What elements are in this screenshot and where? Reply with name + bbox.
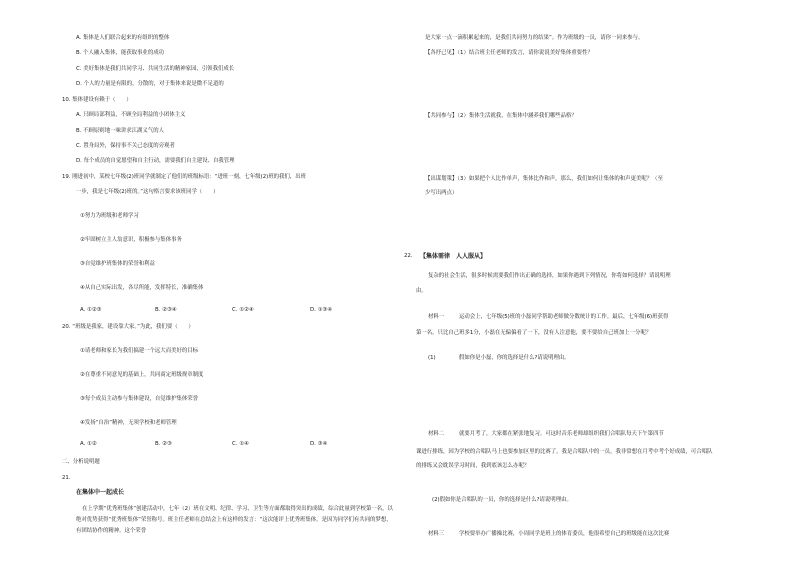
q20-choice-c: C. ①④ — [232, 441, 249, 447]
q19-stem-line2: 一步，我是七年级(2)班的。”这句格言要求该班同学（ ） — [76, 189, 219, 195]
material-2-line2: 课进行排练，因为学校的合唱队马上也要参加区里的比赛了。我是合唱队中的一员，我非常想在月考中考个好成绩，可合唱队的排练又会耽误学习时间，我到底该怎么办呢？ — [416, 449, 713, 469]
q21-paragraph: 在上学期“优秀班集体”创建活动中，七年（2）班在文明、纪律、学习、卫生等方面都取得突出的成绩，综合此量到学校第一名，以绝对优势获得“优秀班集体”荣誉称号。班主任老师在总结会上有这样的发言：“这次能评上优秀班集体，是因为同学们有共同的梦想，有团结协作的精神。这个荣誉 — [76, 506, 393, 534]
q22-number: 22. — [404, 253, 413, 259]
q22-sub1-number: (1) — [428, 355, 436, 361]
q19-choice-b: B. ②③④ — [155, 307, 177, 313]
material-1-line1: 运动会上，七年级(5)班的小磊同学帮助老师做分数统计的工作。最后，七年级(6)班获得 — [459, 314, 669, 320]
q9-option-b: B. 个人融入集体，能获取事业的成功 — [76, 50, 164, 56]
q19-item-2: ②牢固树立主人翁意识，积极参与集体事务 — [80, 237, 182, 243]
q20-stem: 20. “班级是我家，建设靠大家。”为此，我们要（ ） — [62, 324, 194, 330]
q22-intro-line1: 复杂的社会生活，很多时候需要我们作出正确的选择，如果你遇到下列情况，你将如何选择？请说明理 — [428, 273, 671, 279]
section-two-heading: 二、分析说明题 — [62, 459, 100, 465]
q22-intro-line2: 由。 — [416, 288, 427, 294]
q19-choice-c: C. ①②④ — [232, 307, 254, 313]
q19-item-1: ①努力为班级和老师学习 — [80, 213, 139, 219]
q20-choice-b: B. ②③ — [155, 441, 172, 447]
q19-choice-d: D. ①③④ — [310, 307, 333, 313]
material-3-label: 材料三 — [428, 531, 445, 537]
q20-item-4: ④发扬“自治”精神，无须学校和老师管理 — [80, 420, 177, 426]
q19-choice-a: A. ①②③ — [80, 307, 102, 313]
q9-option-c: C. 美好集体是我们共同学习、共同生活的精神家园，引领我们成长 — [76, 66, 235, 72]
q20-item-1: ①请老师和家长为我们搞建一个远大而美好的目标 — [80, 348, 199, 354]
q19-stem-line1: 19. 刚进初中，某校七年级(2)班同学就制定了他们的班级标语：“进班一刻，七年级(2)班的我们，出班 — [62, 174, 306, 180]
q10-option-b: B. 不顾原则地一味讲求江湖义气的人 — [76, 128, 164, 134]
q9-option-d: D. 个人的力量是有限的，分散的，对于集体来说是微不足道的 — [76, 81, 224, 87]
material-2-line1: 就要月考了，大家都在紧张地复习。可这时音乐老师却组织我们合唱队每天下午第四节 — [459, 431, 664, 437]
q20-choice-a: A. ①② — [80, 441, 97, 447]
q19-item-3: ③自觉维护班集体的荣誉和利益 — [80, 261, 155, 267]
q21-part3-line1: 【出谋划策】（3）如果把个人比作单声，集体比作和声，那么，我们如何让集体的和声更美呢？（至 — [425, 176, 663, 182]
material-1-label: 材料一 — [428, 314, 445, 320]
q21-part1: 【各抒己见】（1）结合班主任老师的发言，请你说说美好集体重要性？ — [425, 50, 593, 56]
material-2-line3: 排练又会耽误学习时间，我到底该怎么办呢？ — [421, 463, 530, 469]
q10-option-c: C. 置身局外，保持事不关己态度的旁观者 — [76, 143, 175, 149]
q22-sub2-question: (2)假如你是合唱队的一员，你的选择是什么?请说明理由。 — [432, 497, 572, 503]
q21-title: 在集体中一起成长 — [76, 489, 125, 496]
q19-item-4: ④从自己实际出发，各尽所能，发挥特长，准确集体 — [80, 285, 204, 291]
q21-continued-line: 是大家一点一滴积累起来的，是我们共同努力的结果”。作为班级的一员，请你一同来参与。 — [425, 35, 644, 41]
q20-choice-d: D. ③④ — [310, 441, 328, 447]
material-2-label: 材料二 — [428, 431, 445, 437]
q10-option-a: A. 只顾局部利益，不顾全局利益的小团体主义 — [76, 112, 186, 118]
q20-item-2: ②在尊重不同意见的基础上，共同商定班级规章制度 — [80, 372, 204, 378]
q21-number: 21. — [62, 475, 71, 481]
q21-part3-line2: 少写出两点） — [425, 190, 458, 196]
q10-stem: 10. 集体建设有赖于（ ） — [62, 97, 132, 103]
q22-title: 【集体需律 人人服从】 — [420, 253, 487, 260]
material-1-line2: 第一名，只比自己班多1分，小磊在无偏偏看了一下，没有人注意他，要不要给自己班加上一分呢？ — [416, 330, 652, 336]
q22-sub1-question: 假如你是小磊，你的选择是什么?请说明理由。 — [459, 355, 570, 361]
q20-item-3: ③每个成员主动参与集体建设，自觉维护集体荣誉 — [80, 396, 199, 402]
q10-option-d: D. 每个成员的自觉愿望和自主行动，需要我们自主建设、自我管理 — [76, 158, 235, 164]
material-3-line1: 学校要举办广播操比赛，小周同学是班上的体育委员，他很希望自己的班级能在这次比赛 — [459, 531, 670, 537]
q9-option-a: A. 集体是人们联合起来的有组织的整体 — [76, 35, 170, 41]
q21-part2: 【共同参与】（2）集体生活就我，在集体中涵养我们哪些品格？ — [425, 113, 577, 119]
